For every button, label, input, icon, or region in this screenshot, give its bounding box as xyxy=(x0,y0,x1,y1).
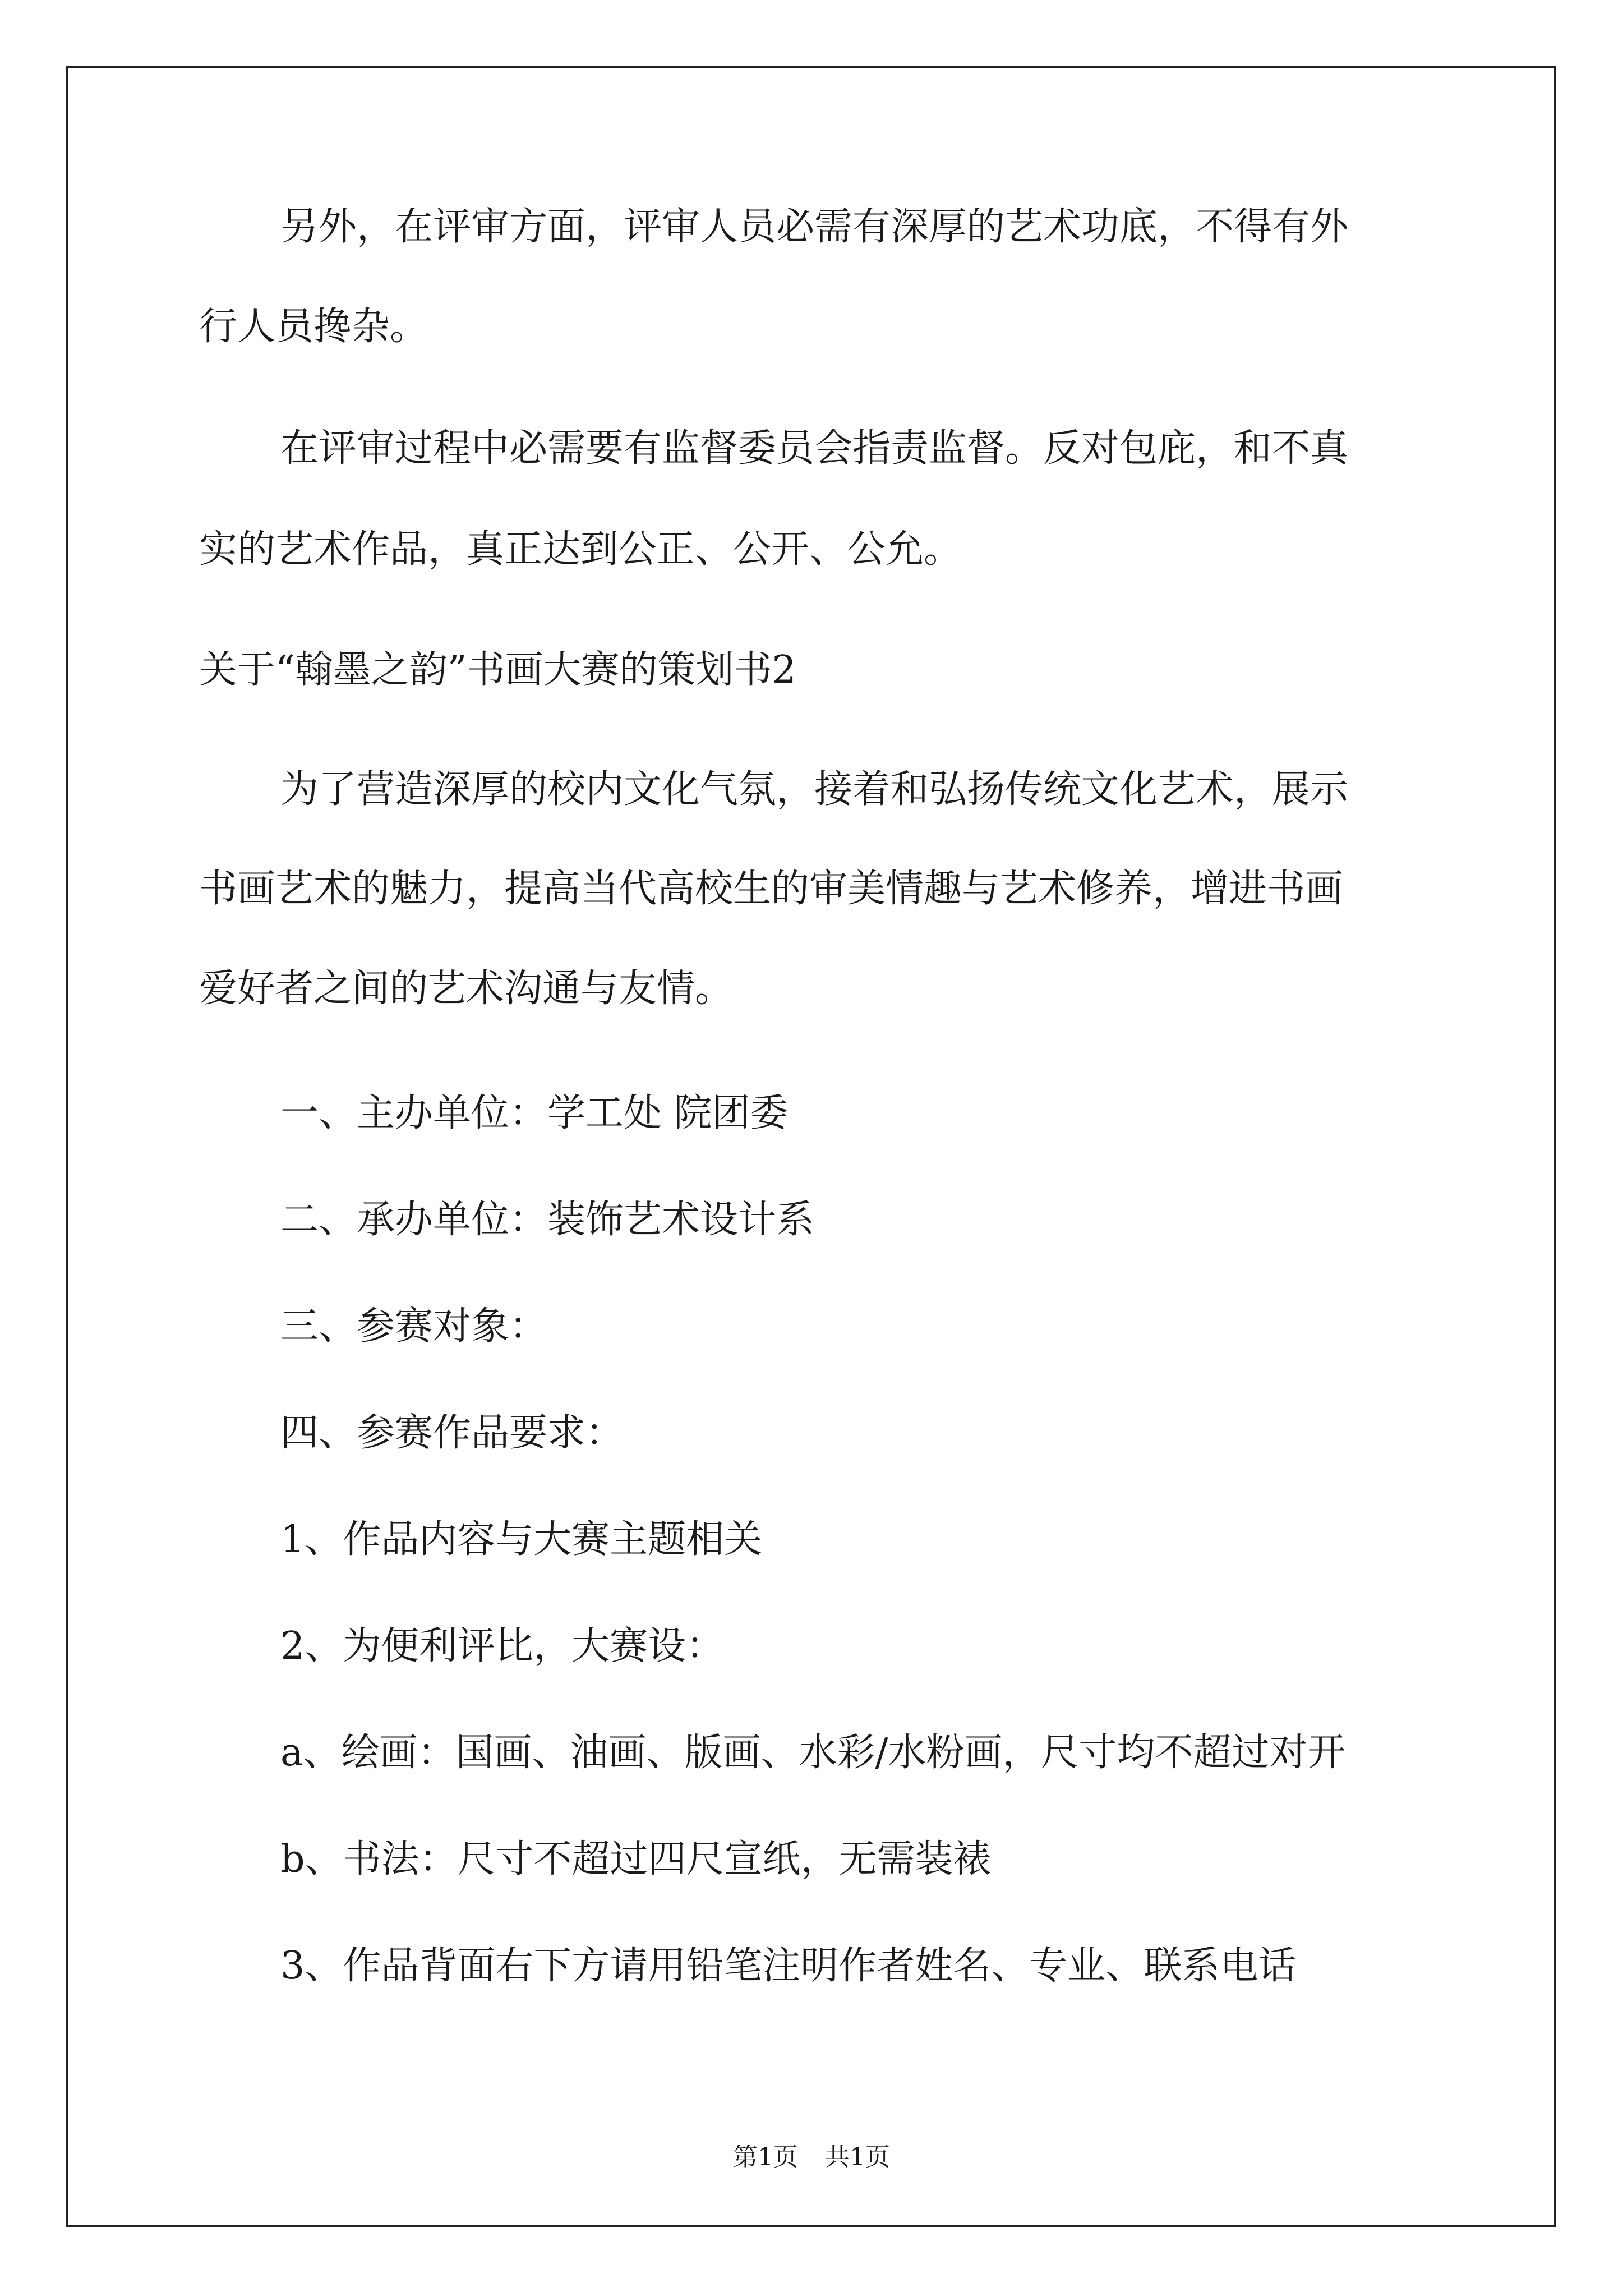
text-line: 3、作品背面右下方请用铅笔注明作者姓名、专业、联系电话 xyxy=(280,1944,1297,1988)
page-total: 共1页 xyxy=(825,2143,890,2171)
list-item xyxy=(199,1408,624,1458)
paragraph-continuation xyxy=(199,864,1343,914)
text-line: 在评审过程中必需要有监督委员会指责监督。反对包庇，和不真 xyxy=(280,426,1349,471)
list-item xyxy=(199,1195,814,1245)
paragraph xyxy=(199,424,1348,474)
text-line: 为了营造深厚的校内文化气氛，接着和弘扬传统文化艺术，展示 xyxy=(280,767,1349,812)
paragraph xyxy=(199,202,1348,252)
text-line: 行人员搀杂。 xyxy=(199,305,428,349)
text-line: 书画艺术的魅力，提高当代高校生的审美情趣与艺术修养，增进书画 xyxy=(199,867,1344,911)
text-line: 一、主办单位：学工处 院团委 xyxy=(280,1091,789,1135)
list-item xyxy=(199,1834,992,1885)
text-line: 二、承办单位：装饰艺术设计系 xyxy=(280,1198,815,1242)
text-line: 2、为便利评比，大赛设： xyxy=(280,1624,725,1668)
list-item xyxy=(199,1621,724,1672)
paragraph-continuation xyxy=(199,964,733,1014)
page-border xyxy=(66,66,1556,2227)
list-item xyxy=(199,1515,762,1565)
list-item xyxy=(199,1728,1345,1778)
text-line: 另外，在评审方面，评审人员必需有深厚的艺术功底，不得有外 xyxy=(280,205,1349,249)
list-item xyxy=(199,1301,547,1352)
text-line: 四、参赛作品要求： xyxy=(280,1411,624,1455)
list-item xyxy=(199,1088,789,1139)
list-item xyxy=(199,1941,1296,1991)
paragraph-continuation xyxy=(199,302,428,352)
heading-text: 关于“翰墨之韵”书画大赛的策划书2 xyxy=(199,648,796,692)
text-line: 1、作品内容与大赛主题相关 xyxy=(280,1517,763,1562)
text-line: 爱好者之间的艺术沟通与友情。 xyxy=(199,967,734,1011)
page-number: 第1页 xyxy=(733,2143,798,2171)
text-line: 三、参赛对象： xyxy=(280,1304,548,1349)
text-line: 实的艺术作品，真正达到公正、公开、公允。 xyxy=(199,527,962,572)
paragraph-continuation xyxy=(199,524,962,575)
text-line: a、绘画：国画、油画、版画、水彩/水粉画，尺寸均不超过对开 xyxy=(280,1731,1346,1775)
text-line: b、书法：尺寸不超过四尺宣纸，无需装裱 xyxy=(280,1837,992,1881)
section-heading xyxy=(199,645,796,696)
paragraph xyxy=(199,765,1348,815)
page-footer xyxy=(0,2142,1623,2173)
